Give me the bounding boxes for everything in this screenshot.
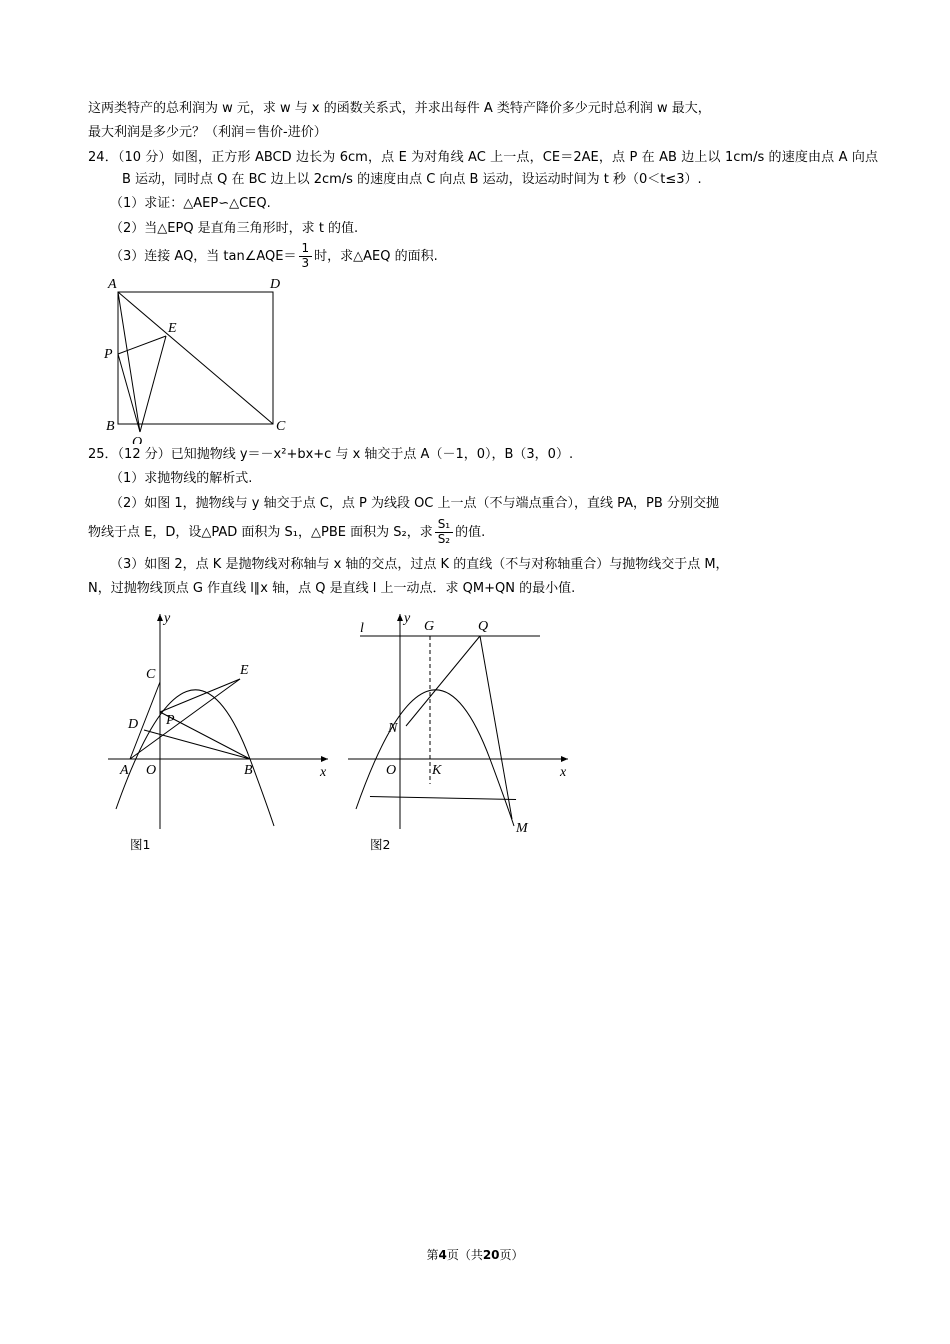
question-25-part-3-line-1: （3）如图 2，点 K 是抛物线对称轴与 x 轴的交点，过点 K 的直线（不与对称轴重合）与抛物线交于点 M， xyxy=(110,556,729,572)
square-abcd-diagram xyxy=(88,274,348,444)
fig1-caption: 图1 xyxy=(130,837,151,853)
question-24-part-3-pre: （3）连接 AQ，当 tan∠AQE＝ xyxy=(110,249,297,265)
fig2-label-l: l xyxy=(360,621,364,637)
label-D: D xyxy=(270,277,281,293)
label-A: A xyxy=(108,277,117,293)
question-25-part-2-line-1: （2）如图 1，抛物线与 y 轴交于点 C，点 P 为线段 OC 上一点（不与端点重合），直线 PA，PB 分别交抛 xyxy=(110,495,719,511)
carryover-line-1: 这两类特产的总利润为 w 元，求 w 与 x 的函数关系式，并求出每件 A 类特产降价多少元时总利润 w 最大， xyxy=(88,101,711,116)
fig2-label-G: G xyxy=(424,619,435,635)
fraction-one-third: $\frac{1}{3}$ xyxy=(299,242,313,270)
page-content xyxy=(88,98,878,854)
question-24-text: 如图，正方形 ABCD 边长为 6cm，点 E 为对角线 AC 上一点，CE＝2AE，点 P 在 AB 边上以 1cm/s 的速度由点 A 向点 B 运动，同时点 Q 在 BC 边上以 2cm/s 的速度由点 C 向点 B 运动，设运动时间为 t 秒（0＜t≤3）. xyxy=(122,149,878,188)
fig2-caption: 图2 xyxy=(370,837,391,853)
question-25-part-2-line-2 xyxy=(88,517,878,550)
fig2-label-x: x xyxy=(560,765,567,781)
question-24-part-3 xyxy=(88,242,878,272)
question-25-number: 25．（12 分） xyxy=(88,447,171,463)
footer-middle: 页（共 xyxy=(446,1248,483,1262)
fig1-label-C: C xyxy=(146,667,156,683)
footer-suffix: 页） xyxy=(499,1248,524,1262)
fig1-label-E: E xyxy=(240,663,249,679)
question-25-part-2-pre: 物线于点 E，D，设△PAD 面积为 S₁，△PBE 面积为 S₂，求 xyxy=(88,525,433,541)
question-25-figures xyxy=(88,604,878,854)
label-C: C xyxy=(276,419,286,435)
footer-page-number: 4 xyxy=(438,1248,447,1262)
question-25-part-3-line-2: N，过抛物线顶点 G 作直线 l∥x 轴，点 Q 是直线 l 上一动点．求 QM+QN 的最小值. xyxy=(88,580,576,596)
label-B: B xyxy=(106,419,115,435)
fig2-label-Q: Q xyxy=(478,619,489,635)
fig1-label-P: P xyxy=(166,713,175,729)
label-Q: Q xyxy=(132,435,143,445)
parabola-diagrams xyxy=(88,604,828,854)
label-E: E xyxy=(168,321,177,337)
fraction-s1-s2: $\frac{\text{S₁}}{\text{S₂}}$ xyxy=(435,518,453,546)
fig2-label-O: O xyxy=(386,763,397,779)
fig2-label-N: N xyxy=(388,721,398,737)
fig1-label-A: A xyxy=(120,763,129,779)
fig1-label-x: x xyxy=(320,765,327,781)
question-24-part-3-post: 时，求△AEQ 的面积. xyxy=(314,249,438,265)
fig1-label-y: y xyxy=(164,611,171,627)
fig2-label-M: M xyxy=(516,821,528,837)
footer-prefix: 第 xyxy=(426,1248,439,1262)
carryover-line-2: 最大利润是多少元？（利润＝售价‐进价） xyxy=(88,125,327,141)
question-24-number: 24．（10 分） xyxy=(88,149,172,165)
question-24-stem xyxy=(88,147,878,192)
fig2-label-K: K xyxy=(432,763,442,779)
question-25-part-2-post: 的值. xyxy=(455,525,486,541)
question-25-text: 已知抛物线 y＝－x²+bx+c 与 x 轴交于点 A（－1，0），B（3，0）. xyxy=(170,447,574,463)
label-P: P xyxy=(104,347,113,363)
question-25-part-1: （1）求抛物线的解析式. xyxy=(110,471,253,487)
fig1-label-B: B xyxy=(244,763,253,779)
fig1-label-O: O xyxy=(146,763,157,779)
question-25-stem xyxy=(88,444,878,466)
fig1-label-D: D xyxy=(128,717,139,733)
question-24-part-2: （2）当△EPQ 是直角三角形时，求 t 的值. xyxy=(110,220,359,236)
footer-total-pages: 20 xyxy=(482,1248,500,1262)
question-24-part-1: （1）求证：△AEP∽△CEQ. xyxy=(110,196,271,212)
question-24-figure xyxy=(88,274,878,444)
fig2-label-y: y xyxy=(404,611,411,627)
page-footer xyxy=(0,1246,950,1263)
